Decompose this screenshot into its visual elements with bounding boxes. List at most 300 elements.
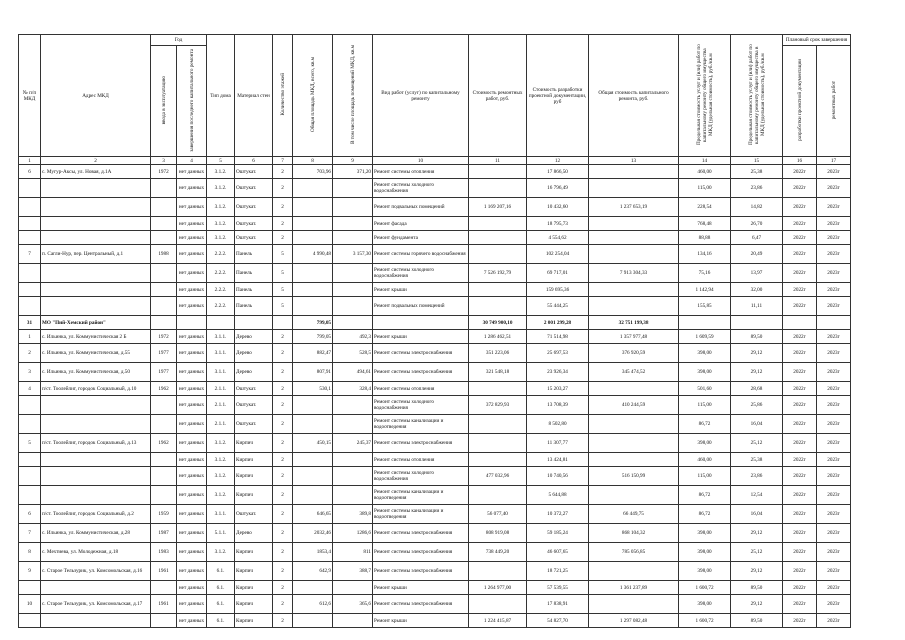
cell-cost-design: 23 926,34 <box>527 363 589 382</box>
cell-plan-works: 2023г <box>817 330 851 344</box>
cell-living-area: 365,6 <box>333 595 373 614</box>
cell-plan-design: 2022г <box>783 453 817 467</box>
cell-wall-material: Кирпич <box>235 467 273 486</box>
cell-cost-repair <box>469 179 527 198</box>
cell-year-commission: 1961 <box>151 562 177 581</box>
cell-year-repair: нет данных <box>177 330 207 344</box>
cell-year-repair: нет данных <box>177 467 207 486</box>
cell-address <box>41 283 151 297</box>
cell-cost-repair <box>469 245 527 264</box>
cell-limit-cost-unit: 89,50 <box>731 581 783 595</box>
cell-wall-material: Кирпич <box>235 595 273 614</box>
cell-floors: 5 <box>273 297 293 316</box>
cell-wall-material: Кирпич <box>235 581 273 595</box>
cell-total-area: 882,47 <box>293 344 333 363</box>
cell-total-area: 450,15 <box>293 434 333 453</box>
column-numbers-row <box>19 157 851 165</box>
cell-plan-design: 2022г <box>783 543 817 562</box>
table-row <box>19 382 851 396</box>
cell-floors: 2 <box>273 396 293 415</box>
table-row <box>19 595 851 614</box>
table-body <box>19 165 851 628</box>
header-year-commission: ввода в эксплуатацию <box>151 46 177 157</box>
cell-year-repair: нет данных <box>177 165 207 179</box>
cell-cost-repair <box>469 382 527 396</box>
cell-cost-design: 4 554,62 <box>527 231 589 245</box>
cell-house-type: 2.2.2. <box>207 245 235 264</box>
cell-limit-cost-unit: 25,86 <box>731 396 783 415</box>
cell-floors: 2 <box>273 505 293 524</box>
table-row <box>19 363 851 382</box>
table-row <box>19 524 851 543</box>
cell-cost-design: 71 514,98 <box>527 330 589 344</box>
cell-work-type: Ремонт системы холодного водоснабжения <box>373 396 469 415</box>
cell-max-cost-unit: 460,00 <box>679 453 731 467</box>
cell-cost-total <box>589 453 679 467</box>
cell-address <box>41 415 151 434</box>
cell-cost-repair <box>469 595 527 614</box>
header-work-type: Вид работ (услуг) по капитальному ремонту <box>373 35 469 157</box>
cell-cost-total <box>589 415 679 434</box>
table-row <box>19 165 851 179</box>
cell-total-area <box>293 179 333 198</box>
cell-max-cost-unit: 460,00 <box>679 165 731 179</box>
cell-year-commission: 1959 <box>151 505 177 524</box>
cell-house-type: 3.1.2. <box>207 165 235 179</box>
cell-max-cost-unit: 115,00 <box>679 467 731 486</box>
cell-work-type: Ремонт системы канализации и водоотведения <box>373 505 469 524</box>
cell-num: 6 <box>19 505 41 524</box>
cell-work-type: Ремонт системы отопления <box>373 165 469 179</box>
cell-floors: 2 <box>273 486 293 505</box>
cell-wall-material: Кирпич <box>235 562 273 581</box>
cell-limit-cost-unit: 29,12 <box>731 562 783 581</box>
cell-wall-material <box>235 316 273 330</box>
cell-total-area <box>293 283 333 297</box>
header-house-type: Тип дома <box>207 35 235 157</box>
cell-house-type: 3.1.2. <box>207 543 235 562</box>
cell-max-cost-unit: 398,00 <box>679 595 731 614</box>
table-row <box>19 434 851 453</box>
header-living-area: В том числе площадь помещений МКД, кв.м <box>333 35 373 157</box>
table-row <box>19 562 851 581</box>
cell-wall-material: Дерево <box>235 330 273 344</box>
cell-cost-total: 785 056,85 <box>589 543 679 562</box>
cell-max-cost-unit: 86,72 <box>679 486 731 505</box>
cell-year-commission <box>151 415 177 434</box>
cell-cost-design: 2 001 299,28 <box>527 316 589 330</box>
cell-cost-total: 1 297 082,48 <box>589 614 679 628</box>
cell-work-type: Ремонт системы холодного водоснабжения <box>373 264 469 283</box>
cell-cost-total: 516 150,99 <box>589 467 679 486</box>
cell-year-repair: нет данных <box>177 297 207 316</box>
cell-cost-design: 13 424,81 <box>527 453 589 467</box>
cell-max-cost-unit: 1 600,72 <box>679 581 731 595</box>
cell-address: с. Старое Тельзурик, ул. Комсомольская, д.16 <box>41 562 151 581</box>
cell-floors: 2 <box>273 382 293 396</box>
cell-year-repair: нет данных <box>177 543 207 562</box>
cell-max-cost-unit: 115,00 <box>679 396 731 415</box>
header-num: № п/п МКД <box>19 35 41 157</box>
cell-work-type: Ремонт системы канализации и водоотведения <box>373 486 469 505</box>
cell-cost-total <box>589 486 679 505</box>
cell-cost-design: 11 307,77 <box>527 434 589 453</box>
cell-cost-total: 868 104,32 <box>589 524 679 543</box>
cell-plan-works: 2023г <box>817 467 851 486</box>
cell-cost-repair <box>469 453 527 467</box>
cell-work-type: Ремонт системы электроснабжения <box>373 363 469 382</box>
table-row <box>19 505 851 524</box>
cell-max-cost-unit: 1 600,72 <box>679 614 731 628</box>
cell-max-cost-unit: 115,00 <box>679 179 731 198</box>
cell-cost-design: 57 539,55 <box>527 581 589 595</box>
cell-cost-repair: 1 224 415,87 <box>469 614 527 628</box>
cell-year-commission: 1962 <box>151 434 177 453</box>
column-number: 16 <box>783 157 817 165</box>
cell-year-repair: нет данных <box>177 434 207 453</box>
cell-limit-cost-unit: 25,38 <box>731 453 783 467</box>
cell-living-area: 494,61 <box>333 363 373 382</box>
cell-cost-total <box>589 283 679 297</box>
cell-max-cost-unit: 398,00 <box>679 344 731 363</box>
header-limit-cost-unit: Предельная стоимость услуг и (или) работ по капитальному ремонту общего имущества в МКД (удельная стоимость), руб./кв.м <box>731 35 783 157</box>
cell-limit-cost-unit: 13,97 <box>731 264 783 283</box>
cell-address: п/ст. Тоолейлиг, городок Социальный, д.13 <box>41 434 151 453</box>
cell-cost-repair <box>469 297 527 316</box>
cell-total-area <box>293 198 333 217</box>
cell-year-repair: нет данных <box>177 264 207 283</box>
cell-house-type: 2.2.2. <box>207 283 235 297</box>
cell-address <box>41 486 151 505</box>
cell-house-type: 2.1.1. <box>207 396 235 415</box>
cell-year-commission <box>151 179 177 198</box>
cell-total-area: 646,65 <box>293 505 333 524</box>
cell-num <box>19 217 41 231</box>
cell-work-type: Ремонт системы электроснабжения <box>373 524 469 543</box>
cell-plan-works: 2023г <box>817 581 851 595</box>
cell-cost-design: 13 708,39 <box>527 396 589 415</box>
cell-total-area <box>293 264 333 283</box>
cell-cost-design: 18 721,25 <box>527 562 589 581</box>
cell-cost-design: 69 717,01 <box>527 264 589 283</box>
cell-living-area: 371,20 <box>333 165 373 179</box>
cell-total-area: 799,05 <box>293 316 333 330</box>
cell-num <box>19 396 41 415</box>
cell-cost-total: 1 237 653,19 <box>589 198 679 217</box>
cell-cost-total <box>589 297 679 316</box>
cell-house-type: 3.1.2. <box>207 486 235 505</box>
cell-work-type: Ремонт фундамента <box>373 231 469 245</box>
cell-cost-total <box>589 179 679 198</box>
cell-address <box>41 217 151 231</box>
cell-limit-cost-unit: 29,12 <box>731 595 783 614</box>
cell-num: 10 <box>19 595 41 614</box>
cell-total-area <box>293 614 333 628</box>
cell-living-area: 811 <box>333 543 373 562</box>
cell-address: п. Сагли-Нур, пер. Центральный, д.1 <box>41 245 151 264</box>
cell-plan-design: 2022г <box>783 382 817 396</box>
cell-cost-total: 1 361 237,89 <box>589 581 679 595</box>
cell-num <box>19 486 41 505</box>
cell-floors: 5 <box>273 283 293 297</box>
cell-living-area <box>333 283 373 297</box>
cell-year-commission: 1972 <box>151 165 177 179</box>
cell-num: 31 <box>19 316 41 330</box>
cell-limit-cost-unit: 89,50 <box>731 330 783 344</box>
cell-plan-design: 2022г <box>783 614 817 628</box>
cell-total-area <box>293 297 333 316</box>
cell-floors: 2 <box>273 467 293 486</box>
cell-work-type: Ремонт крыши <box>373 283 469 297</box>
cell-house-type: 5.1.1. <box>207 524 235 543</box>
cell-work-type: Ремонт системы электроснабжения <box>373 595 469 614</box>
cell-work-type: Ремонт подвальных помещений <box>373 297 469 316</box>
cell-house-type <box>207 316 235 330</box>
cell-cost-total: 1 357 977,48 <box>589 330 679 344</box>
cell-plan-works: 2023г <box>817 415 851 434</box>
cell-wall-material: Оштукат. <box>235 396 273 415</box>
cell-cost-total: 410 244,59 <box>589 396 679 415</box>
cell-living-area <box>333 198 373 217</box>
cell-max-cost-unit: 75,16 <box>679 264 731 283</box>
cell-num <box>19 198 41 217</box>
cell-limit-cost-unit: 25,12 <box>731 543 783 562</box>
cell-total-area: 612,6 <box>293 595 333 614</box>
cell-plan-works: 2023г <box>817 486 851 505</box>
cell-plan-design: 2022г <box>783 297 817 316</box>
cell-plan-design: 2022г <box>783 283 817 297</box>
cell-year-commission: 1987 <box>151 524 177 543</box>
table-row <box>19 415 851 434</box>
cell-year-repair: нет данных <box>177 396 207 415</box>
cell-plan-design: 2022г <box>783 396 817 415</box>
cell-year-commission <box>151 264 177 283</box>
cell-plan-works: 2023г <box>817 217 851 231</box>
cell-wall-material: Оштукат. <box>235 415 273 434</box>
table-row <box>19 198 851 217</box>
column-number: 7 <box>273 157 293 165</box>
cell-wall-material: Дерево <box>235 363 273 382</box>
cell-plan-works: 2023г <box>817 179 851 198</box>
cell-wall-material: Оштукат. <box>235 505 273 524</box>
cell-cost-repair: 738 449,20 <box>469 543 527 562</box>
cell-cost-total <box>589 595 679 614</box>
cell-plan-works: 2023г <box>817 264 851 283</box>
cell-cost-repair <box>469 562 527 581</box>
cell-floors: 2 <box>273 165 293 179</box>
cell-max-cost-unit: 134,16 <box>679 245 731 264</box>
cell-work-type: Ремонт системы отопления <box>373 453 469 467</box>
cell-total-area: 530,1 <box>293 382 333 396</box>
cell-year-repair: нет данных <box>177 524 207 543</box>
cell-year-commission: 1972 <box>151 330 177 344</box>
cell-living-area <box>333 453 373 467</box>
cell-cost-repair <box>469 415 527 434</box>
cell-wall-material: Оштукат. <box>235 231 273 245</box>
cell-plan-design: 2022г <box>783 330 817 344</box>
cell-max-cost-unit: 228,54 <box>679 198 731 217</box>
cell-living-area: 245,37 <box>333 434 373 453</box>
column-number: 6 <box>235 157 273 165</box>
cell-living-area: 3 157,30 <box>333 245 373 264</box>
column-number: 15 <box>731 157 783 165</box>
cell-cost-total: 32 751 199,38 <box>589 316 679 330</box>
cell-floors <box>273 316 293 330</box>
cell-house-type: 6.1. <box>207 581 235 595</box>
cell-address <box>41 614 151 628</box>
cell-limit-cost-unit: 12,54 <box>731 486 783 505</box>
cell-plan-design: 2022г <box>783 505 817 524</box>
cell-house-type: 3.1.2. <box>207 217 235 231</box>
cell-living-area <box>333 217 373 231</box>
cell-living-area <box>333 316 373 330</box>
cell-plan-design: 2022г <box>783 595 817 614</box>
column-number: 9 <box>333 157 373 165</box>
cell-living-area <box>333 415 373 434</box>
cell-num <box>19 231 41 245</box>
cell-total-area <box>293 217 333 231</box>
cell-plan-works: 2023г <box>817 231 851 245</box>
cell-house-type: 2.2.2. <box>207 264 235 283</box>
cell-wall-material: Панель <box>235 245 273 264</box>
cell-plan-works: 2023г <box>817 165 851 179</box>
cell-living-area: 1286,6 <box>333 524 373 543</box>
cell-address <box>41 581 151 595</box>
header-year-last-repair: завершения последнего капитального ремонта <box>177 46 207 157</box>
cell-num <box>19 415 41 434</box>
cell-work-type: Ремонт крыши <box>373 614 469 628</box>
cell-plan-design: 2022г <box>783 486 817 505</box>
cell-plan-works: 2023г <box>817 382 851 396</box>
cell-plan-design: 2022г <box>783 344 817 363</box>
cell-year-commission <box>151 396 177 415</box>
cell-living-area <box>333 231 373 245</box>
cell-cost-repair <box>469 434 527 453</box>
cell-plan-works: 2023г <box>817 453 851 467</box>
cell-num: 7 <box>19 524 41 543</box>
cell-address <box>41 179 151 198</box>
cell-num: 1 <box>19 330 41 344</box>
cell-year-commission <box>151 217 177 231</box>
table-row <box>19 297 851 316</box>
cell-house-type: 3.1.1. <box>207 344 235 363</box>
cell-cost-repair: 56 077,40 <box>469 505 527 524</box>
cell-cost-repair: 7 526 192,79 <box>469 264 527 283</box>
cell-total-area: 642,9 <box>293 562 333 581</box>
cell-num <box>19 264 41 283</box>
cell-address <box>41 198 151 217</box>
cell-year-commission: 1962 <box>151 382 177 396</box>
table-row <box>19 543 851 562</box>
cell-year-commission <box>151 283 177 297</box>
cell-house-type: 3.1.1. <box>207 505 235 524</box>
cell-year-repair: нет данных <box>177 179 207 198</box>
cell-max-cost-unit: 398,00 <box>679 363 731 382</box>
cell-cost-design: 54 827,70 <box>527 614 589 628</box>
cell-max-cost-unit: 86,72 <box>679 415 731 434</box>
cell-num <box>19 283 41 297</box>
cell-wall-material: Оштукат. <box>235 198 273 217</box>
cell-plan-works: 2023г <box>817 614 851 628</box>
cell-year-repair: нет данных <box>177 581 207 595</box>
cell-living-area <box>333 467 373 486</box>
cell-work-type: Ремонт подвальных помещений <box>373 198 469 217</box>
cell-limit-cost-unit: 20,49 <box>731 245 783 264</box>
cell-cost-total <box>589 562 679 581</box>
cell-wall-material: Кирпич <box>235 614 273 628</box>
cell-living-area: 528,5 <box>333 344 373 363</box>
cell-year-repair: нет данных <box>177 562 207 581</box>
cell-floors: 2 <box>273 562 293 581</box>
table-row <box>19 231 851 245</box>
cell-year-commission: 1961 <box>151 595 177 614</box>
cell-address <box>41 467 151 486</box>
cell-max-cost-unit: 1 609,59 <box>679 330 731 344</box>
cell-limit-cost-unit: 23,86 <box>731 179 783 198</box>
cell-address: с. Ильинка, ул. Коммунистическая, д.50 <box>41 363 151 382</box>
cell-num <box>19 453 41 467</box>
header-cost-repair: Стоимость ремонтных работ, руб. <box>469 35 527 157</box>
header-wall-material: Материал стен <box>235 35 273 157</box>
table-row <box>19 453 851 467</box>
cell-plan-design: 2022г <box>783 581 817 595</box>
cell-cost-repair: 30 749 900,10 <box>469 316 527 330</box>
cell-address <box>41 231 151 245</box>
cell-num: 2 <box>19 344 41 363</box>
cell-year-commission <box>151 614 177 628</box>
cell-year-commission <box>151 297 177 316</box>
table-row <box>19 344 851 363</box>
cell-address <box>41 453 151 467</box>
cell-house-type: 6.1. <box>207 595 235 614</box>
cell-living-area: 388,7 <box>333 562 373 581</box>
cell-year-repair: нет данных <box>177 245 207 264</box>
cell-total-area: 703,96 <box>293 165 333 179</box>
cell-total-area: 1853,4 <box>293 543 333 562</box>
cell-limit-cost-unit: 29,12 <box>731 363 783 382</box>
cell-year-commission: 1988 <box>151 245 177 264</box>
cell-year-repair: нет данных <box>177 453 207 467</box>
cell-plan-works: 2023г <box>817 543 851 562</box>
cell-work-type: Ремонт системы электроснабжения <box>373 344 469 363</box>
cell-cost-design: 25 697,53 <box>527 344 589 363</box>
cell-address: с. Мугур-Аксы, ул. Новая, д.1А <box>41 165 151 179</box>
table-row <box>19 614 851 628</box>
cell-num <box>19 297 41 316</box>
cell-plan-design: 2022г <box>783 179 817 198</box>
cell-num <box>19 614 41 628</box>
cell-total-area: 2032,46 <box>293 524 333 543</box>
cell-work-type: Ремонт системы холодного водоснабжения <box>373 179 469 198</box>
cell-plan-design: 2022г <box>783 415 817 434</box>
cell-max-cost-unit: 398,00 <box>679 562 731 581</box>
cell-house-type: 2.2.2. <box>207 297 235 316</box>
cell-total-area <box>293 231 333 245</box>
cell-plan-design: 2022г <box>783 165 817 179</box>
cell-num: 7 <box>19 245 41 264</box>
cell-year-repair: нет данных <box>177 217 207 231</box>
cell-plan-works: 2023г <box>817 562 851 581</box>
cell-plan-works: 2023г <box>817 434 851 453</box>
cell-plan-works: 2023г <box>817 198 851 217</box>
cell-cost-repair: 351 223,06 <box>469 344 527 363</box>
cell-year-commission <box>151 316 177 330</box>
cell-year-repair: нет данных <box>177 382 207 396</box>
cell-year-commission <box>151 467 177 486</box>
header-plan-design: разработки проектной документации <box>783 46 817 157</box>
cell-plan-design: 2022г <box>783 562 817 581</box>
cell-cost-total <box>589 382 679 396</box>
